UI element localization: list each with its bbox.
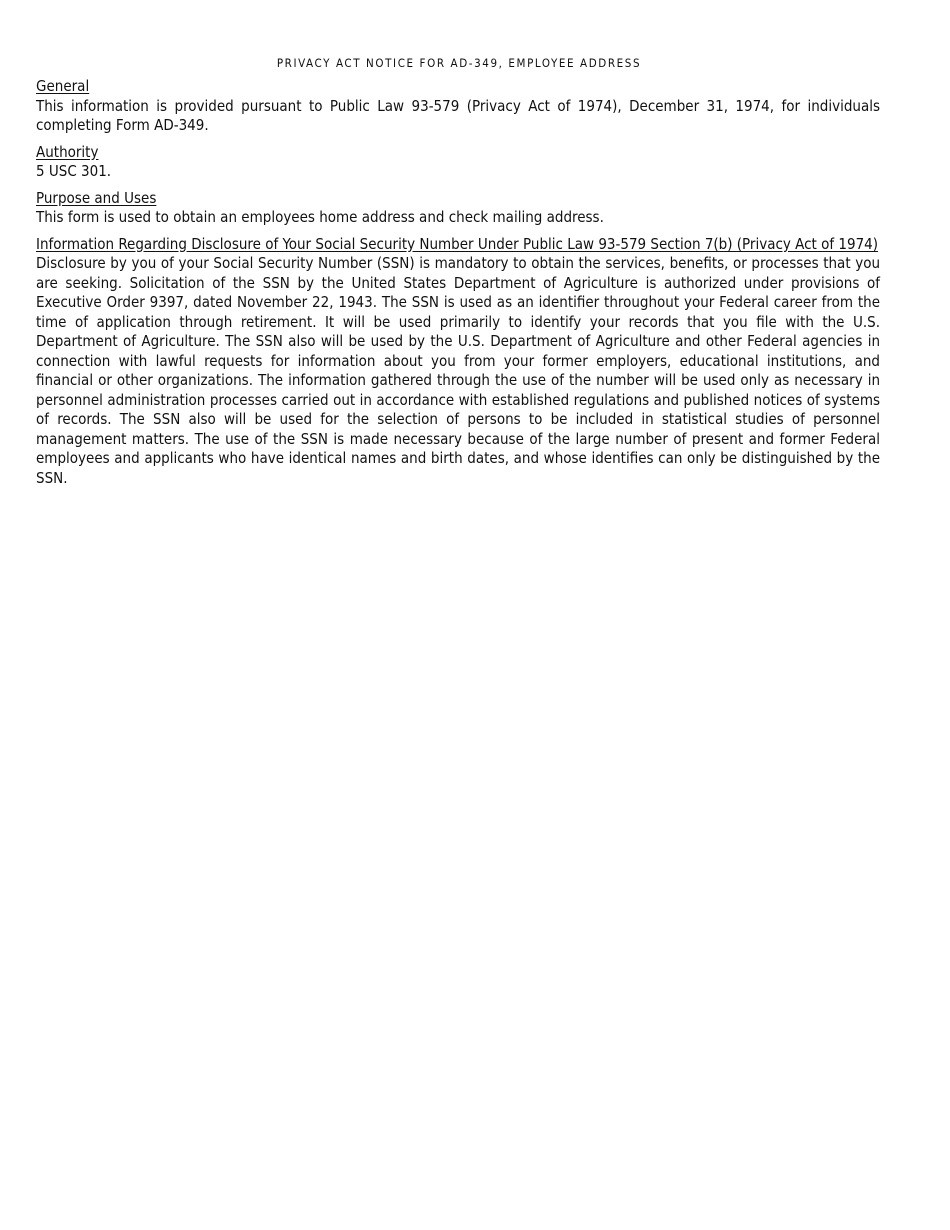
section-ssn-disclosure	[36, 235, 880, 489]
section-heading-purpose-and-uses: Purpose and Uses	[36, 188, 157, 207]
section-purpose-and-uses	[36, 189, 880, 228]
section-authority	[36, 143, 880, 182]
section-heading-authority: Authority	[36, 142, 99, 161]
section-general	[36, 77, 880, 136]
section-heading-ssn-disclosure: Information Regarding Disclosure of Your Social Security Number Under Public Law 93-579 Section 7(b) (Privacy Act of 1974)	[36, 234, 879, 253]
section-body-authority: 5 USC 301.	[36, 162, 112, 180]
section-heading-general: General	[36, 77, 90, 95]
section-body-ssn-disclosure: Disclosure by you of your Social Security Number (SSN) is mandatory to obtain the services, benefits, or processes that you are seeking. Solicitation of the SSN by the United States Department of Agriculture is authorized under provisions of Executive Order 9397, dated November 22, 1943. The SSN is used as an identifier throughout your Federal career from the time of application through retirement. It will be used primarily to identify your records that you file with the U.S. Department of Agriculture. The SSN also will be used by the U.S. Department of Agriculture and other Federal agencies in connection with lawful requests for information about you from your former employers, educational institutions, and financial or other organizations. The information gathered through the use of the number will be used only as necessary in personnel administration processes carried out in accordance with established regulations and published notices of systems of records. The SSN also will be used for the selection of persons to be included in statistical studies of personnel management matters. The use of the SSN is made necessary because of the large number of present and former Federal employees and applicants who have identical names and birth dates, and whose identifies can only be distinguished by the SSN.	[36, 254, 880, 487]
section-body-purpose-and-uses: This form is used to obtain an employees home address and check mailing address.	[36, 208, 604, 226]
document-title: PRIVACY ACT NOTICE FOR AD-349, EMPLOYEE ADDRESS	[276, 56, 642, 70]
section-body-general: This information is provided pursuant to Public Law 93-579 (Privacy Act of 1974), December 31, 1974, for individuals completing Form AD-349.	[36, 96, 880, 134]
